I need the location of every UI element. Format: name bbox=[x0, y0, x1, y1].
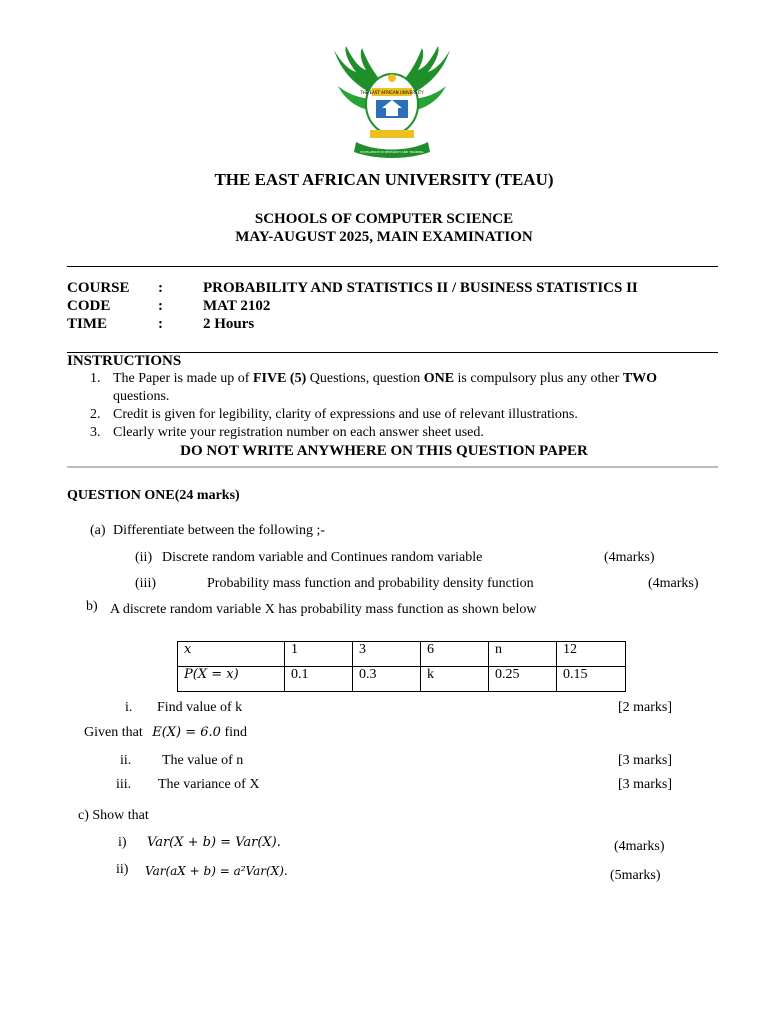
item-text: The value of n bbox=[162, 753, 244, 768]
info-key: COURSE bbox=[67, 280, 130, 296]
instruction-bold: ONE bbox=[423, 371, 455, 386]
exam-session: MAY-AUGUST 2025, MAIN EXAMINATION bbox=[235, 229, 533, 245]
item-marks: (5marks) bbox=[610, 868, 661, 883]
instruction-continuation: questions. bbox=[113, 389, 170, 404]
instruction-num: 1. bbox=[90, 371, 101, 386]
part-b-text: A discrete random variable X has probability mass function as shown below bbox=[110, 602, 537, 617]
item-marks: [2 marks] bbox=[618, 700, 673, 715]
course-value: PROBABILITY AND STATISTICS II / BUSINESS STATISTICS II bbox=[203, 280, 638, 296]
question-title: QUESTION ONE(24 marks) bbox=[67, 488, 240, 503]
info-sep: : bbox=[158, 316, 163, 332]
instruction-text: Questions, question bbox=[306, 371, 424, 386]
instruction-num: 2. bbox=[90, 407, 101, 422]
part-c-label: c) Show that bbox=[78, 808, 149, 823]
table-cell: 0.15 bbox=[557, 667, 626, 692]
info-row-course bbox=[67, 279, 717, 297]
instruction-num: 3. bbox=[90, 425, 101, 440]
university-title: THE EAST AFRICAN UNIVERSITY (TEAU) bbox=[214, 170, 554, 189]
info-key: CODE bbox=[67, 298, 111, 314]
info-row-code bbox=[67, 297, 717, 315]
item-text: The variance of X bbox=[158, 777, 260, 792]
instruction-text: The Paper is made up of bbox=[113, 371, 253, 386]
part-b-label: b) bbox=[86, 599, 98, 614]
item-num: (iii) bbox=[135, 576, 156, 591]
table-cell: 0.25 bbox=[489, 667, 557, 692]
course-info bbox=[67, 279, 717, 333]
table-cell: 0.3 bbox=[353, 667, 421, 692]
logo-text: THE EAST AFRICAN UNIVERSITY bbox=[360, 90, 424, 95]
item-num: iii. bbox=[116, 777, 132, 792]
instruction-item bbox=[90, 406, 715, 424]
item-text: Find value of k bbox=[157, 700, 243, 715]
instruction-item bbox=[90, 370, 715, 406]
item-text: Probability mass function and probability density function bbox=[207, 576, 534, 591]
item-marks: (4marks) bbox=[648, 576, 699, 591]
instructions-title: INSTRUCTIONS bbox=[67, 353, 182, 369]
given-line bbox=[84, 724, 247, 742]
table-cell: 1 bbox=[285, 642, 353, 667]
school-name: SCHOOLS OF COMPUTER SCIENCE bbox=[254, 211, 514, 227]
given-suffix: find bbox=[224, 725, 248, 740]
table-row bbox=[178, 667, 626, 692]
university-logo bbox=[326, 42, 458, 160]
info-row-time bbox=[67, 315, 717, 333]
item-expr: Var(aX + b) = a²Var(X). bbox=[145, 864, 288, 878]
instruction-text: Credit is given for legibility, clarity of expressions and use of relevant illustrations. bbox=[113, 407, 578, 422]
part-a-label: (a) bbox=[90, 523, 106, 538]
table-head-x: x bbox=[178, 642, 285, 667]
item-marks: [3 marks] bbox=[618, 777, 673, 792]
table-cell: 3 bbox=[353, 642, 421, 667]
instructions-list bbox=[90, 370, 715, 442]
item-num: (ii) bbox=[135, 550, 153, 565]
table-row bbox=[178, 642, 626, 667]
item-marks: (4marks) bbox=[614, 839, 665, 854]
info-sep: : bbox=[158, 280, 163, 296]
code-value: MAT 2102 bbox=[203, 298, 271, 314]
divider bbox=[67, 266, 718, 267]
table-cell: 6 bbox=[421, 642, 489, 667]
given-prefix: Given that bbox=[84, 725, 143, 740]
instruction-text: is compulsory plus any other bbox=[454, 371, 623, 386]
item-num: ii. bbox=[120, 753, 132, 768]
item-num: i) bbox=[118, 835, 127, 850]
item-marks: (4marks) bbox=[604, 550, 655, 565]
logo-motto: EXCELLENCE IN RESEARCH AND TRAINING bbox=[360, 150, 424, 154]
instruction-bold: FIVE (5) bbox=[252, 371, 307, 386]
table-head-p: P(X = x) bbox=[178, 667, 285, 692]
instruction-bold: TWO bbox=[622, 371, 658, 386]
item-num: ii) bbox=[116, 862, 129, 877]
table-cell: 0.1 bbox=[285, 667, 353, 692]
given-expr: E(X) = 6.0 bbox=[152, 725, 221, 740]
item-expr: Var(X + b) = Var(X). bbox=[147, 835, 281, 850]
divider bbox=[67, 466, 718, 468]
table-cell: k bbox=[421, 667, 489, 692]
part-a-text: Differentiate between the following ;- bbox=[113, 523, 325, 538]
warning-notice: DO NOT WRITE ANYWHERE ON THIS QUESTION PAPER bbox=[180, 443, 588, 459]
item-num: i. bbox=[125, 700, 133, 715]
info-sep: : bbox=[158, 298, 163, 314]
info-key: TIME bbox=[67, 316, 108, 332]
instruction-text: Clearly write your registration number on each answer sheet used. bbox=[113, 425, 484, 440]
item-marks: [3 marks] bbox=[618, 753, 673, 768]
time-value: 2 Hours bbox=[203, 316, 255, 332]
instruction-item bbox=[90, 424, 715, 442]
pmf-table bbox=[177, 641, 626, 692]
table-cell: n bbox=[489, 642, 557, 667]
item-text: Discrete random variable and Continues random variable bbox=[162, 550, 483, 565]
table-cell: 12 bbox=[557, 642, 626, 667]
